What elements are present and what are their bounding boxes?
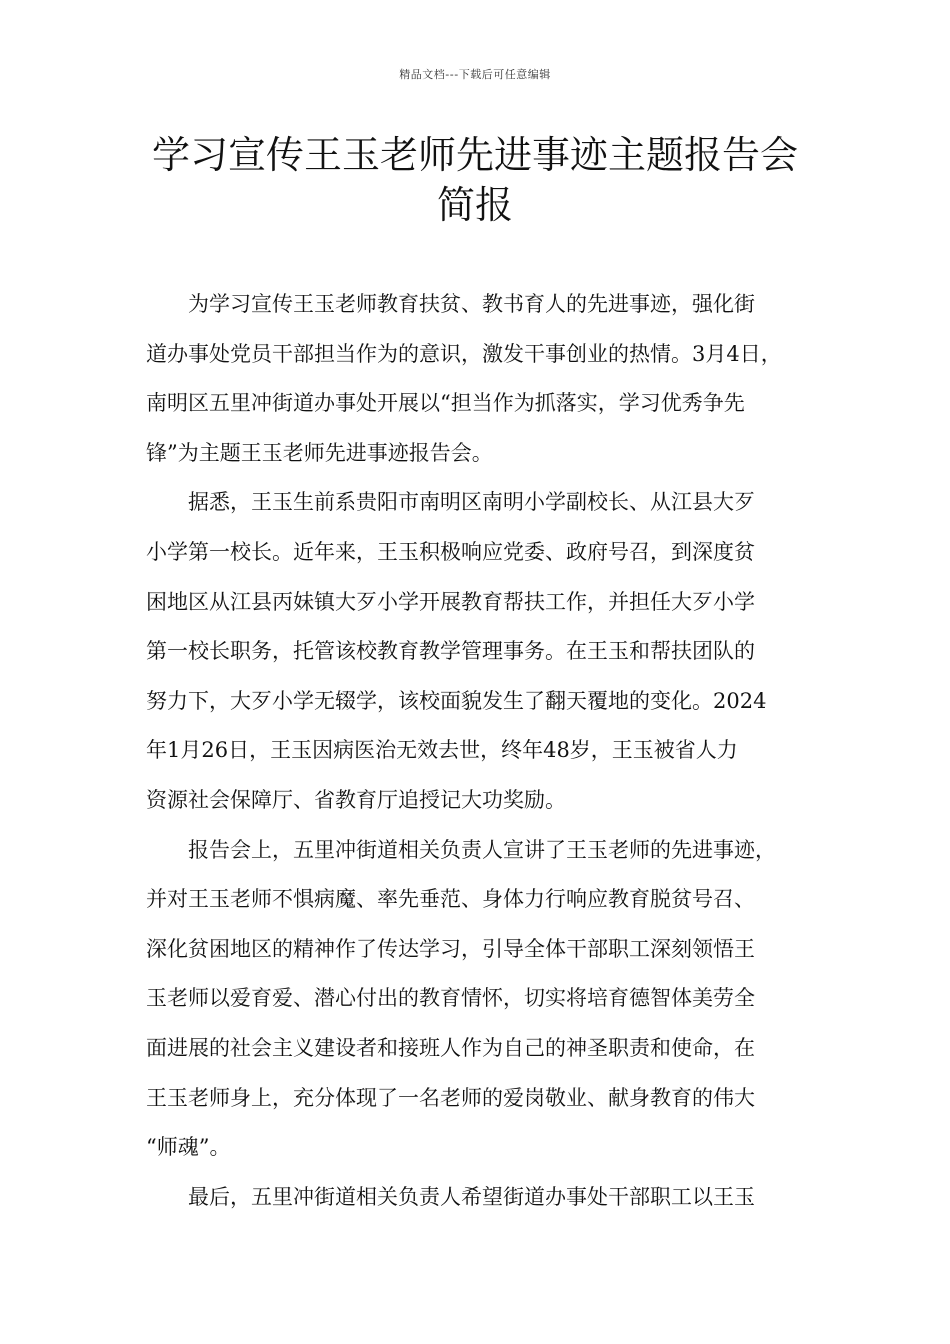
paragraph-line: 面进展的社会主义建设者和接班人作为自己的神圣职责和使命，在: [146, 1035, 755, 1060]
paragraph-line: 为学习宣传王玉老师教育扶贫、教书育人的先进事迹，强化街: [188, 292, 755, 316]
document-title-line-2: 简报: [436, 183, 513, 227]
paragraph-line: 玉老师以爱育爱、潜心付出的教育情怀，切实将培育德智体美劳全: [146, 986, 755, 1011]
paragraph-line: 深化贫困地区的精神作了传达学习，引导全体干部职工深刻领悟王: [146, 936, 755, 961]
paragraph-line: 南明区五里冲街道办事处开展以“担当作为抓落实，学习优秀争先: [146, 391, 745, 416]
document-title-line-1: 学习宣传王玉老师先进事迹主题报告会: [151, 133, 798, 177]
paragraph-line: 第一校长职务，托管该校教育教学管理事务。在王玉和帮扶团队的: [146, 639, 755, 664]
document-title: [100, 130, 850, 230]
paragraph-4: [146, 1173, 818, 1223]
paragraph-line: 道办事处党员干部担当作为的意识，激发干事创业的热情。3月4日，: [146, 341, 782, 366]
paragraph-line: 报告会上，五里冲街道相关负责人宣讲了王玉老师的先进事迹，: [188, 837, 776, 862]
document-body: [146, 280, 818, 1222]
paragraph-2: [146, 478, 818, 825]
paragraph-line: 年1月26日，王玉因病医治无效去世，终年48岁，王玉被省人力: [146, 738, 738, 763]
paragraph-line: 资源社会保障厅、省教育厅追授记大功奖励。: [146, 787, 566, 812]
paragraph-1: [146, 280, 818, 478]
paragraph-line: 锋”为主题王玉老师先进事迹报告会。: [146, 440, 493, 465]
paragraph-line: 据悉，王玉生前系贵阳市南明区南明小学副校长、从江县大歹: [188, 490, 755, 515]
paragraph-line: 小学第一校长。近年来，王玉积极响应党委、政府号召，到深度贫: [146, 539, 755, 564]
paragraph-line: 努力下，大歹小学无辍学，该校面貌发生了翻天覆地的变化。2024: [146, 688, 767, 713]
paragraph-line: 王玉老师身上，充分体现了一名老师的爱岗敬业、献身教育的伟大: [146, 1085, 755, 1110]
paragraph-3: [146, 826, 818, 1173]
paragraph-line: 并对王玉老师不惧病魔、率先垂范、身体力行响应教育脱贫号召、: [146, 887, 755, 912]
paragraph-line: 困地区从江县丙妹镇大歹小学开展教育帮扶工作，并担任大歹小学: [146, 589, 755, 614]
paragraph-line: 最后，五里冲街道相关负责人希望街道办事处干部职工以王玉: [188, 1184, 755, 1209]
page-header-note: 精品文档---下载后可任意编辑: [399, 68, 551, 81]
paragraph-line: “师魂”。: [146, 1135, 231, 1160]
